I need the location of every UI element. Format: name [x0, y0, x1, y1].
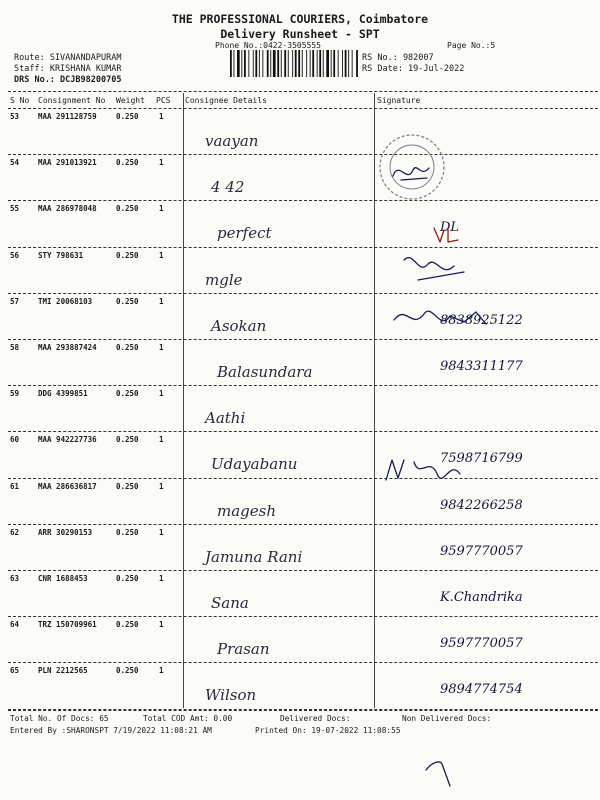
row-consignment-number: TRZ 150709961 [38, 620, 97, 630]
row-consignee-handwritten: magesh [217, 501, 277, 520]
row-pcs: 1 [159, 112, 164, 121]
row-consignment-number: MAA 291128759 [38, 112, 97, 121]
row-sno: 53 [10, 112, 20, 121]
staff-label: Staff: KRISHANA KUMAR [14, 64, 122, 74]
row-divider [8, 385, 598, 386]
row-consignment-number: CNR 1688453 [38, 574, 88, 583]
row-sno: 65 [10, 666, 20, 676]
row-sno: 54 [10, 158, 20, 168]
row-signature: DL [440, 220, 460, 236]
total-docs: Total No. Of Docs: 65 [10, 714, 109, 723]
signature-scribble [380, 450, 490, 490]
row-divider [8, 616, 598, 617]
page-number: Page No.:5 [447, 41, 496, 50]
pen-mark [420, 756, 460, 790]
col-consignment: Consignment No [38, 96, 106, 105]
row-consignment-number: MAA 286978048 [38, 204, 97, 214]
signature-scribbles [384, 220, 594, 340]
row-weight: 0.250 [116, 112, 139, 121]
row-sno: 58 [10, 343, 20, 352]
phone-number: Phone No.:0422-3505555 [215, 41, 321, 50]
row-divider [8, 662, 598, 663]
row-weight: 0.250 [116, 250, 139, 260]
row-sno: 60 [10, 435, 20, 445]
barcode [230, 50, 360, 77]
row-consignee-handwritten: vaayan [205, 132, 259, 150]
row-divider [8, 154, 598, 155]
row-consignment-number: TMI 20068103 [38, 296, 93, 306]
row-divider [8, 524, 598, 525]
row-consignee-handwritten: mgle [205, 270, 243, 289]
col-weight: Weight [116, 96, 145, 105]
runsheet-title: Delivery Runsheet - SPT [220, 27, 380, 41]
row-divider [8, 570, 598, 571]
row-signature: 7598716799 [440, 451, 523, 467]
row-consignee-handwritten: Udayabanu [211, 455, 298, 474]
row-signature: 9597770057 [440, 636, 523, 652]
row-pcs: 1 [159, 481, 164, 491]
row-consignment-number: MAA 942227736 [38, 435, 97, 445]
col-pcs: PCS [156, 96, 171, 105]
row-pcs: 1 [159, 343, 164, 352]
col-sno: S No [10, 96, 30, 105]
company-title: THE PROFESSIONAL COURIERS, Coimbatore [171, 12, 429, 26]
divider [8, 91, 598, 92]
row-consignee-handwritten: Asokan [211, 316, 267, 335]
route-label: Route: SIVANANDAPURAM [14, 53, 122, 63]
row-weight: 0.250 [116, 481, 139, 491]
row-divider [8, 478, 598, 479]
row-consignee-handwritten: 4 42 [211, 178, 245, 197]
col-signature: Signature [377, 96, 421, 105]
row-consignee-handwritten: perfect [217, 224, 272, 243]
row-sno: 55 [10, 204, 20, 214]
row-pcs: 1 [159, 527, 164, 537]
row-sno: 61 [10, 481, 20, 491]
row-pcs: 1 [159, 296, 164, 306]
row-sno: 63 [10, 574, 20, 583]
col-consignee: Consignee Details [185, 96, 267, 105]
row-consignee-handwritten: Aathi [205, 409, 246, 428]
row-pcs: 1 [159, 435, 164, 445]
row-weight: 0.250 [116, 343, 139, 352]
row-consignee-handwritten: Balasundara [217, 363, 313, 381]
row-weight: 0.250 [116, 435, 139, 445]
drs-number: DRS No.: DCJB98200705 [14, 75, 122, 85]
row-signature: 8838925122 [440, 312, 523, 328]
row-consignment-number: STY 798631 [38, 250, 84, 260]
row-consignment-number: MAA 286636817 [38, 481, 97, 491]
row-pcs: 1 [159, 666, 164, 676]
row-consignee-handwritten: Wilson [205, 686, 257, 705]
rs-date: RS Date: 19-Jul-2022 [362, 64, 465, 74]
row-signature: 9597770057 [440, 543, 523, 559]
row-consignee-handwritten: Jamuna Rani [205, 547, 303, 566]
row-weight: 0.250 [116, 527, 139, 537]
row-consignment-number: PLN 2212565 [38, 666, 88, 676]
row-consignment-number: MAA 293887424 [38, 343, 97, 352]
row-weight: 0.250 [116, 620, 139, 630]
row-weight: 0.250 [116, 389, 139, 399]
divider [8, 710, 598, 711]
row-consignee-handwritten: Prasan [217, 640, 270, 659]
row-divider [8, 431, 598, 432]
row-consignee-handwritten: Sana [211, 594, 249, 612]
row-consignment-number: ARR 30290153 [38, 527, 93, 537]
printed-on: Printed On: 19-07-2022 11:08:55 [255, 726, 401, 735]
entered-by: Entered By :SHARONSPT 7/19/2022 11:08:21 AM [10, 726, 212, 735]
total-cod: Total COD Amt: 0.00 [143, 714, 233, 723]
row-pcs: 1 [159, 574, 164, 583]
company-stamp [377, 132, 447, 202]
row-signature: 9894774754 [440, 682, 523, 698]
row-divider [8, 200, 598, 201]
row-pcs: 1 [159, 204, 164, 214]
row-weight: 0.250 [116, 574, 139, 583]
row-weight: 0.250 [116, 296, 139, 306]
row-consignment-number: DDG 4399851 [38, 389, 88, 399]
row-signature: 9842266258 [440, 497, 523, 513]
row-weight: 0.250 [116, 158, 139, 168]
row-pcs: 1 [159, 250, 164, 260]
row-weight: 0.250 [116, 204, 139, 214]
row-signature: K.Chandrika [440, 590, 523, 605]
row-consignment-number: MAA 291013921 [38, 158, 97, 168]
row-signature: 9843311177 [440, 359, 523, 374]
row-sno: 57 [10, 296, 20, 306]
row-sno: 62 [10, 527, 20, 537]
row-sno: 59 [10, 389, 20, 399]
rs-number: RS No.: 982007 [362, 53, 434, 63]
row-pcs: 1 [159, 389, 164, 399]
row-weight: 0.250 [116, 666, 139, 676]
row-sno: 64 [10, 620, 20, 630]
row-pcs: 1 [159, 158, 164, 168]
row-pcs: 1 [159, 620, 164, 630]
divider [8, 108, 598, 109]
non-delivered-docs: Non Delivered Docs: [402, 714, 492, 723]
delivered-docs: Delivered Docs: [280, 714, 351, 723]
row-sno: 56 [10, 250, 20, 260]
